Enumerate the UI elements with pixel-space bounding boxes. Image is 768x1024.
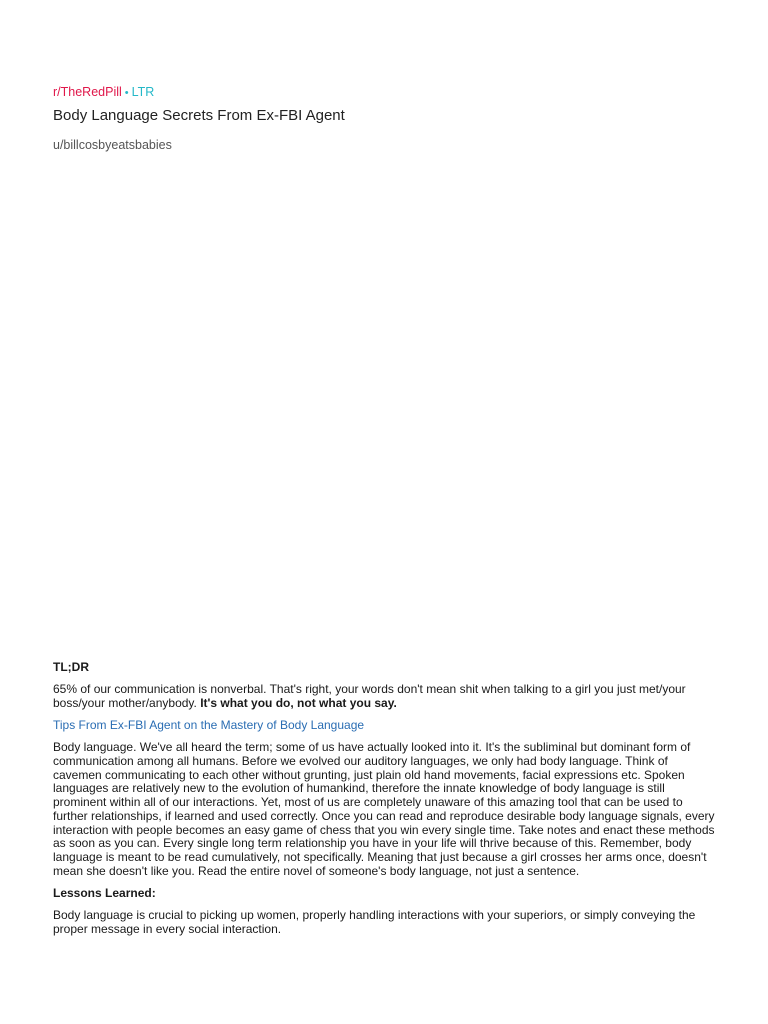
tldr-text: 65% of our communication is nonverbal. That's right, your words don't mean shit when talking to a girl you just met/your boss/your mother/anybody. xyxy=(53,682,686,710)
post-meta xyxy=(53,84,154,101)
post-flair[interactable]: LTR xyxy=(131,85,155,99)
tldr-paragraph xyxy=(53,683,719,710)
subreddit-link[interactable]: r/TheRedPill xyxy=(53,85,122,99)
paragraph-body-language: Body language. We've all heard the term; some of us have actually looked into it. It's the subliminal but dominant form of communication among all humans. Before we evolved our auditory languages, we only had body language. Think of cavemen communicating to each other without grunting, just plain old hand movements, facial expressions etc. Spoken languages are relatively new to the evolution of humankind, therefore the innate knowledge of body language is still prominent within all of our interactions. Yet, most of us are completely unaware of this amazing tool that can be used to further relationships, if learned and used correctly. Once you can read and reproduce desirable body language signals, every interaction with people becomes an easy game of chess that you win every single time. Take notes and enact these methods as soon as you can. Every single long term relationship you have in your life will thrive because of this. Remember, body language is meant to be read cumulatively, not specifically. Meaning that just because a girl crosses her arms once, doesn't mean she doesn't like you. Read the entire novel of someone's body language, not just a sentence. xyxy=(53,740,715,878)
post-author[interactable]: u/billcosbyeatsbabies xyxy=(53,138,172,152)
post-body xyxy=(53,661,719,945)
post-title: Body Language Secrets From Ex-FBI Agent xyxy=(53,107,345,124)
separator-dot: • xyxy=(124,87,129,99)
tldr-heading: TL;DR xyxy=(53,660,89,674)
tips-link[interactable]: Tips From Ex-FBI Agent on the Mastery of Body Language xyxy=(53,718,365,733)
lessons-heading: Lessons Learned: xyxy=(53,885,156,900)
paragraph-lessons: Body language is crucial to picking up women, properly handling interactions with your superiors, or simply conveying the proper message in every social interaction. xyxy=(53,908,696,936)
tldr-bold: It's what you do, not what you say. xyxy=(200,695,397,710)
